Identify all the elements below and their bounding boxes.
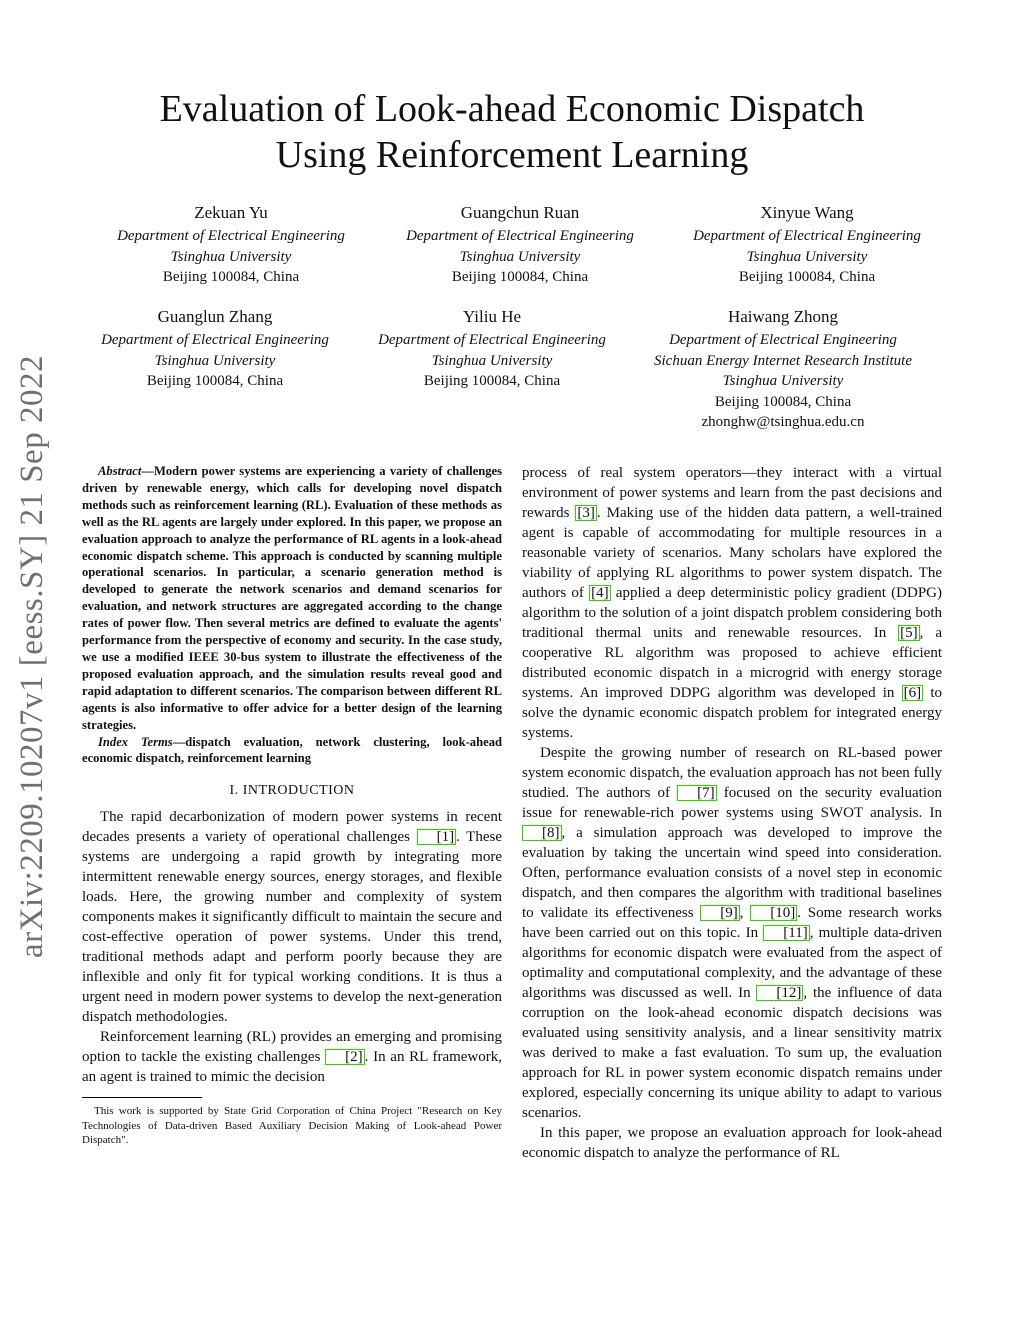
- text-run: The rapid decarbonization of modern power systems in recent decades presents a variety of operational challenges: [82, 809, 502, 846]
- author-block: [86, 202, 376, 288]
- paper-title: [80, 86, 944, 178]
- author-addr: Beijing 100084, China: [423, 373, 561, 389]
- author-univ: Tsinghua University: [431, 352, 553, 369]
- intro-paragraph: [522, 743, 942, 1123]
- citation-link[interactable]: [10]: [750, 905, 797, 921]
- abstract-label: Abstract: [98, 464, 142, 478]
- author-univ: Tsinghua University: [722, 373, 844, 389]
- text-run: , a cooperative RL algorithm was proposed to achieve efficient distributed economic dispatch in a microgrid with energy storage systems. An improved DDPG algorithm was developed in: [522, 625, 942, 701]
- author-block: [70, 306, 360, 392]
- text-run: . In an RL framework, an agent is trained to mimic the decision: [82, 1049, 502, 1086]
- author-dept: Department of Electrical Engineering: [406, 228, 634, 244]
- abstract: [82, 463, 502, 734]
- citation-link[interactable]: [8]: [522, 825, 562, 841]
- author-name: Xinyue Wang: [760, 203, 854, 222]
- citation-link[interactable]: [2]: [325, 1049, 365, 1065]
- text-run: Despite the growing number of research on RL-based power system economic dispatch, the evaluation approach has not been fully studied. The authors of: [522, 745, 942, 801]
- title-line-1: Evaluation of Look-ahead Economic Dispatch: [159, 88, 865, 130]
- section-heading-introduction: [82, 781, 502, 801]
- intro-paragraph: [82, 807, 502, 1027]
- citation-link[interactable]: [11]: [763, 925, 809, 941]
- citation-link[interactable]: [9]: [700, 905, 740, 921]
- author-block: [375, 202, 665, 288]
- author-name: Guangchun Ruan: [460, 203, 580, 222]
- intro-paragraph: [82, 1027, 502, 1087]
- text-run: Reinforcement learning (RL) provides an emerging and promising option to tackle the existing challenges: [82, 1029, 502, 1066]
- author-addr: Beijing 100084, China: [162, 269, 300, 285]
- right-column: [522, 463, 942, 1163]
- author-email[interactable]: zhonghw@tsinghua.edu.cn: [701, 414, 865, 430]
- text-run: to solve the dynamic economic dispatch problem for integrated energy systems.: [522, 685, 943, 741]
- author-inst: Sichuan Energy Internet Research Institute: [654, 352, 912, 369]
- section-title-first: I: [242, 783, 248, 799]
- text-run: , a simulation approach was developed to improve the evaluation by taking the uncertain wind speed into consideration. Often, performance evaluation consists of a novel step in economic dispatch, and then compares the algorithm with traditional baselines to validate its effectiveness: [522, 825, 942, 921]
- author-block: [662, 202, 952, 288]
- author-univ: Tsinghua University: [170, 248, 292, 265]
- text-run: , multiple data-driven algorithms for economic dispatch were evaluated from the aspect of optimality and computational complexity, and the advantage of these algorithms was discussed as well. In: [522, 925, 942, 1001]
- text-run: . Some research works have been carried out on this topic. In: [522, 905, 942, 941]
- citation-link[interactable]: [5]: [900, 625, 918, 641]
- author-dept: Department of Electrical Engineering: [101, 332, 329, 348]
- author-addr: Beijing 100084, China: [451, 269, 589, 285]
- section-title-rest: NTRODUCTION: [247, 783, 355, 799]
- text-run: focused on the security evaluation issue for renewable-rich power systems using SWOT analysis. In: [522, 785, 942, 821]
- text-run: ,: [739, 905, 751, 921]
- citation-link[interactable]: [7]: [677, 785, 717, 801]
- author-addr: Beijing 100084, China: [714, 393, 852, 410]
- author-addr: Beijing 100084, China: [146, 373, 284, 389]
- index-terms-text: —dispatch evaluation, network clustering, look-ahead economic dispatch, reinforcement learning: [82, 734, 502, 766]
- citation-link[interactable]: [4]: [591, 585, 609, 601]
- text-run: process of real system operators—they interact with a virtual environment of power systems and learn from the past decisions and rewards: [522, 465, 942, 521]
- citation-link[interactable]: [3]: [577, 505, 595, 521]
- footnote-rule: [82, 1097, 202, 1098]
- author-dept: Department of Electrical Engineering: [669, 332, 897, 348]
- text-run: applied a deep deterministic policy gradient (DDPG) algorithm to the solution of a joint dispatch problem considering both traditional thermal units and renewable resources. In: [522, 585, 943, 641]
- author-name: Yiliu He: [462, 307, 522, 326]
- author-name: Guanglun Zhang: [157, 307, 273, 326]
- title-line-2: Using Reinforcement Learning: [275, 134, 749, 176]
- text-run: . These systems are undergoing a rapid growth by integrating more intermittent renewable energy sources, energy storages, and flexible loads. Here, the growing number and complexity of system components makes it significantly difficult to maintain the secure and cost-effective operation of power systems. Under this trend, traditional methods adapt and perform poorly because they are inflexible and only fit for typical working conditions. It is thus a urgent need in modern power systems to develop the next-generation dispatch methodologies.: [82, 829, 502, 1026]
- index-terms-label: Index Terms: [98, 734, 173, 749]
- citation-link[interactable]: [1]: [417, 829, 457, 845]
- footnote: This work is supported by State Grid Corporation of China Project "Research on Key Technologies of Data-driven Based Auxiliary Decision Making of Look-ahead Power Dispatch".: [82, 1105, 502, 1147]
- citation-link[interactable]: [6]: [903, 685, 922, 701]
- author-name: Zekuan Yu: [194, 203, 268, 222]
- author-dept: Department of Electrical Engineering: [693, 228, 921, 244]
- citation-link[interactable]: [12]: [756, 985, 803, 1001]
- author-addr: Beijing 100084, China: [738, 269, 876, 285]
- intro-paragraph: In this paper, we propose an evaluation approach for look-ahead economic dispatch to analyze the performance of RL: [522, 1125, 942, 1161]
- intro-paragraph: [522, 463, 942, 743]
- section-numeral: I.: [229, 783, 239, 799]
- author-block: [622, 306, 944, 433]
- text-run: , the influence of data corruption on the look-ahead economic dispatch decisions was evaluated using sensitivity analysis, and a linear sensitivity matrix was derived to make a fast evaluation. To sum up, the evaluation approach for RL in power system economic dispatch remains under explored, especially concerning its unique ability to adapt to various scenarios.: [522, 985, 942, 1121]
- author-dept: Department of Electrical Engineering: [117, 228, 345, 244]
- text-run: . Making use of the hidden data pattern, a well-trained agent is capable of accommodating for multiple resources in a reasonable variety of scenarios. Many scholars have explored the viability of applying RL algorithms to power system dispatch. The authors of: [522, 505, 942, 601]
- index-terms: [82, 734, 502, 768]
- author-univ: Tsinghua University: [746, 248, 868, 265]
- abstract-text: —Modern power systems are experiencing a variety of challenges driven by renewable energy, which calls for developing novel dispatch methods such as reinforcement learning (RL). Evaluation of these methods as well as the RL agents are largely under explored. In this paper, we propose an evaluation approach to analyze the performance of RL agents in a look-ahead economic dispatch scheme. This approach is conducted by scanning multiple operational scenarios. In particular, a scenario generation method is developed to generate the network scenarios and demand scenarios for evaluation, and network structures are aggregated according to the change rates of power flow. Then several metrics are defined to evaluate the agents' performance from the perspective of economy and security. In the case study, we use a modified IEEE 30-bus system to illustrate the effectiveness of the proposed evaluation approach, and the simulation results reveal good and rapid adaptation to different scenarios. The comparison between different RL agents is also informative to offer advice for a better design of the learning strategies.: [82, 464, 502, 732]
- author-univ: Tsinghua University: [459, 248, 581, 265]
- arxiv-stamp: arXiv:2209.10207v1 [eess.SY] 21 Sep 2022: [14, 355, 50, 958]
- author-univ: Tsinghua University: [154, 352, 276, 369]
- author-name: Haiwang Zhong: [727, 307, 838, 326]
- author-block: [347, 306, 637, 392]
- author-dept: Department of Electrical Engineering: [378, 332, 606, 348]
- left-column: [82, 463, 502, 1148]
